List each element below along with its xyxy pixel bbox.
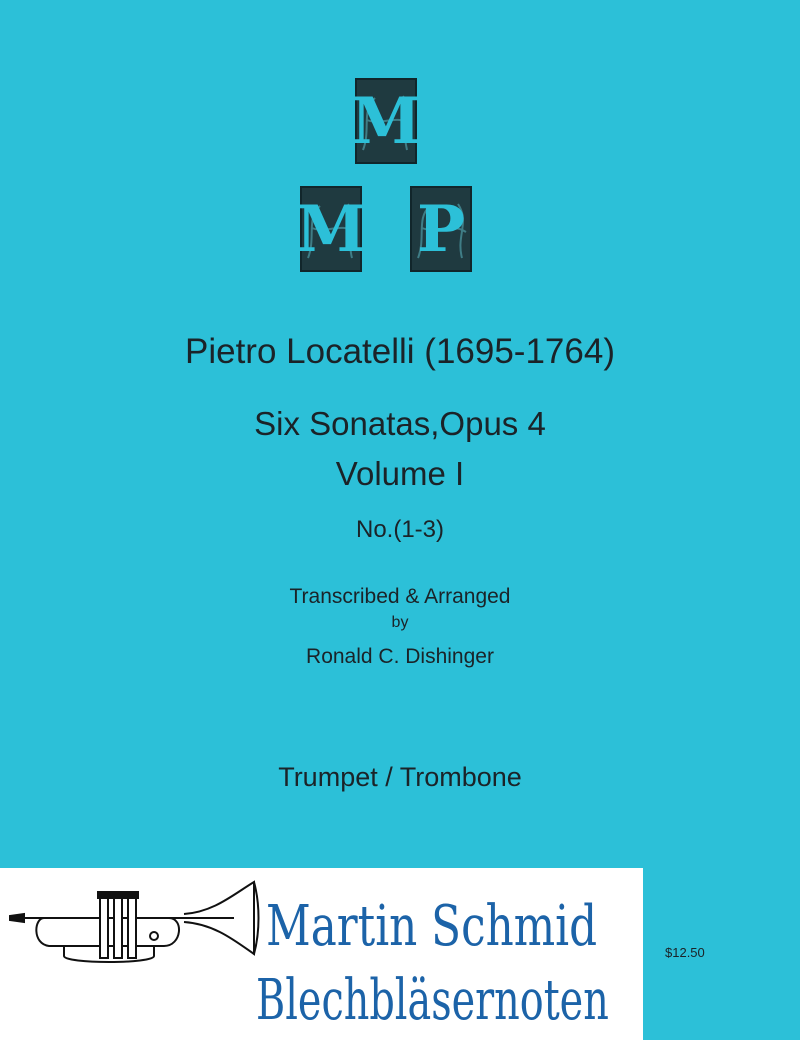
logo-tile-top-m bbox=[350, 78, 422, 164]
sonata-numbers: No.(1-3) bbox=[355, 516, 445, 543]
volume-label: Volume I bbox=[335, 455, 465, 492]
trumpet-icon bbox=[4, 874, 266, 974]
composer-name: Pietro Locatelli (1695-1764) bbox=[185, 332, 615, 371]
logo-letter: M bbox=[295, 191, 367, 267]
dealer-banner bbox=[0, 868, 643, 1040]
instrument-label: Trumpet / Trombone bbox=[278, 762, 522, 792]
arranger-name: Ronald C. Dishinger bbox=[306, 645, 494, 668]
logo-tile-bottom-m bbox=[295, 186, 367, 272]
brand-name: Martin Schmid bbox=[266, 894, 598, 959]
credit-line: Transcribed & Arranged bbox=[289, 585, 511, 608]
logo-tile-bottom-p bbox=[410, 186, 472, 272]
logo-letter: M bbox=[350, 83, 422, 159]
credit-by: by bbox=[391, 614, 409, 631]
brand-tagline: Blechbläsernoten bbox=[256, 968, 609, 1033]
logo-letter: P bbox=[416, 191, 466, 267]
work-title: Six Sonatas,Opus 4 bbox=[254, 405, 546, 442]
price-label: $12.50 bbox=[665, 945, 705, 960]
